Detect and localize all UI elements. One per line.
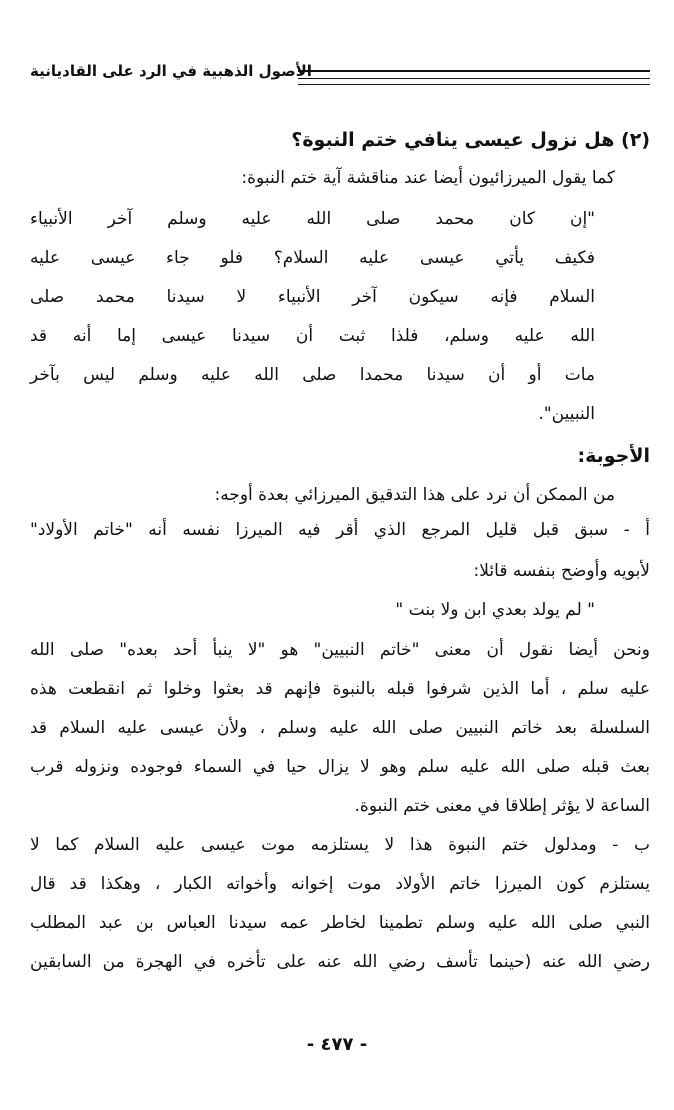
answers-heading: الأجوبة: [577, 445, 650, 467]
header-rule [298, 84, 650, 85]
paragraph-line: رضي الله عنه (حينما تأسف رضي الله عنه على تأخره في الهجرة من السابقين [30, 952, 650, 972]
quote-line: السلام فإنه سيكون آخر الأنبياء لا سيدنا محمد صلى [30, 287, 595, 307]
header-rule [298, 78, 650, 79]
paragraph-line: ب - ومدلول ختم النبوة هذا لا يستلزمه موت عيسى عليه السلام كما لا [30, 835, 650, 855]
paragraph-line: السلسلة بعد خاتم النبيين صلى الله عليه وسلم ، ولأن عيسى عليه السلام قد [30, 718, 650, 738]
paragraph-line: ونحن أيضا نقول أن معنى "خاتم النبيين" هو "لا ينبأ أحد بعده" صلى الله [30, 640, 650, 660]
paragraph-line: النبي صلى الله عليه وسلم تطمينا لخاطر عمه سيدنا العباس بن عبد المطلب [30, 913, 650, 933]
quote-line: الله عليه وسلم، فلذا ثبت أن سيدنا عيسى إما أنه قد [30, 326, 595, 346]
paragraph-line: بعث قبله صلى الله عليه سلم وهو لا يزال حيا في السماء فوجوده ونزوله قرب [30, 757, 650, 777]
body-text [30, 110, 650, 1040]
paragraph-line: لأبويه وأوضح بنفسه قائلا: [473, 561, 650, 581]
paragraph-line: أ - سبق قبل قليل المرجع الذي أقر فيه الميرزا نفسه أنه "خاتم الأولاد" [30, 520, 650, 540]
section-heading: (٢) هل نزول عيسى ينافي ختم النبوة؟ [291, 129, 650, 151]
quote-line: فكيف يأتي عيسى عليه السلام؟ فلو جاء عيسى عليه [30, 248, 595, 268]
running-header [30, 56, 650, 96]
quote-line: النبيين". [538, 404, 595, 424]
paragraph-line: من الممكن أن نرد على هذا التدقيق الميرزائي بعدة أوجه: [214, 485, 615, 505]
paragraph-line: الساعة لا يؤثر إطلاقا في معنى ختم النبوة. [354, 796, 650, 816]
paragraph-line: " لم يولد بعدي ابن ولا بنت " [395, 600, 595, 620]
book-title: الأصول الذهبية في الرد على القاديانية [30, 62, 312, 80]
paragraph-line: عليه سلم ، أما الذين شرفوا قبله بالنبوة فإنهم قد بعثوا وخلوا ثم انقطعت هذه [30, 679, 650, 699]
intro-paragraph: كما يقول الميرزائيون أيضا عند مناقشة آية ختم النبوة: [241, 168, 615, 188]
page-number: - ٤٧٧ - [306, 1034, 368, 1055]
header-rule [298, 70, 650, 72]
quote-line: "إن كان محمد صلى الله عليه وسلم آخر الأنبياء [30, 209, 595, 229]
paragraph-line: يستلزم كون الميرزا خاتم الأولاد موت إخوانه وأخواته الكبار ، وهكذا قد قال [30, 874, 650, 894]
quote-line: مات أو أن سيدنا محمدا صلى الله عليه وسلم ليس بآخر [30, 365, 595, 385]
